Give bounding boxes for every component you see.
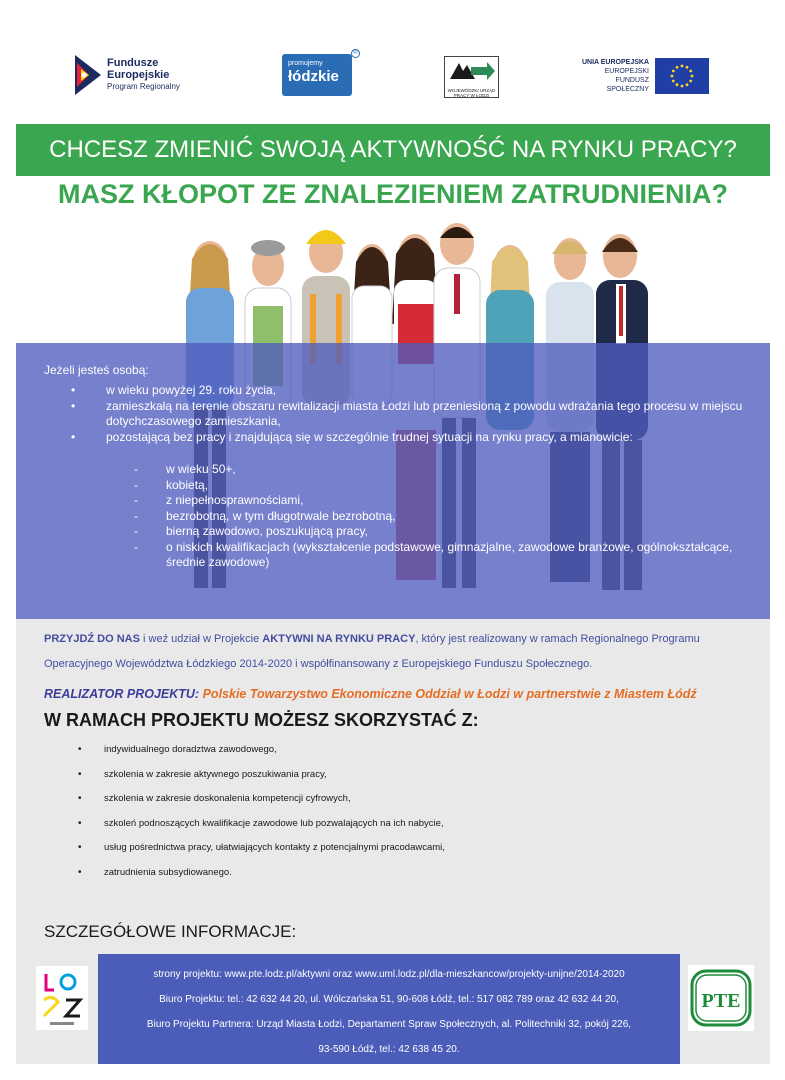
eu-line2: EUROPEJSKI — [604, 68, 649, 75]
realizator-value: Polskie Towarzystwo Ekonomiczne Oddział w Łodzi w partnerstwie z Miastem Łódź — [202, 687, 697, 701]
details-heading: SZCZEGÓŁOWE INFORMACJE: — [44, 922, 297, 941]
eligibility-subitem: - o niskich kwalifikacjach (wykształcenie podstawowe, gimnazjalne, zawodowe branżowe, ogólnokształcące, średnie zawodowe) — [134, 540, 734, 571]
project-name: AKTYWNI NA RYNKU PRACY — [262, 633, 416, 645]
eligibility-subitem: - kobietą, — [134, 478, 734, 494]
eligibility-list — [71, 383, 751, 445]
headline-line2: MASZ KŁOPOT ZE ZNALEZIENIEM ZATRUDNIENIA? — [58, 179, 728, 209]
eligibility-box — [16, 343, 770, 619]
eligibility-item: • pozostającą bez pracy i znajdującą się w szczególnie trudnej sytuacji na rynku pracy, a mianowicie: — [71, 430, 751, 446]
offer-heading: W RAMACH PROJEKTU MOŻESZ SKORZYSTAĆ Z: — [44, 710, 479, 730]
eligibility-item: • w wieku powyżej 29. roku życia, — [71, 383, 751, 399]
realizator-line — [44, 687, 764, 701]
fundusze-line3: Program Regionalny — [107, 82, 180, 91]
fundusze-line1: Fundusze — [107, 57, 159, 69]
fundusze-europejskie-logo — [75, 50, 200, 100]
project-text-2: , który jest realizowany w ramach Regionalnego Programu Operacyjnego Województwa Łódzkiego 2014-2020 i współfinansowany z Europejskiego Funduszu Społecznego. — [44, 633, 700, 670]
project-text-1: i weź udział w Projekcie — [139, 633, 263, 645]
eligibility-subitem: - bierną zawodowo, poszukującą pracy, — [134, 524, 734, 540]
fundusze-line2: Europejskie — [107, 69, 170, 81]
realizator-label: REALIZATOR PROJEKTU: — [44, 687, 200, 701]
pte-logo — [688, 965, 754, 1031]
eu-line1: UNIA EUROPEJSKA — [581, 59, 649, 66]
wup-lodz-logo — [444, 56, 499, 98]
wup-text: WOJEWÓDZKI URZĄD PRACY W ŁODZI — [447, 88, 496, 98]
contact-line: strony projektu: www.pte.lodz.pl/aktywni oraz www.uml.lodz.pl/dla-mieszkancow/projekty-unijne/2014-2020 — [153, 969, 625, 980]
eu-line3: FUNDUSZ SPOŁECZNY — [606, 77, 649, 93]
headline-line1: CHCESZ ZMIENIĆ SWOJĄ AKTYWNOŚĆ NA RYNKU PRACY? — [49, 136, 737, 163]
eligibility-item: • zamieszkałą na terenie obszaru rewitalizacji miasta Łodzi lub przeniesioną z powodu wdrażania tego procesu w miejscu dotychczasowego zamieszkania, — [71, 399, 751, 430]
registered-icon: ® — [351, 49, 360, 58]
eligibility-subitem: - w wieku 50+, — [134, 462, 734, 478]
project-description — [44, 627, 764, 677]
eligibility-subitem: - z niepełnosprawnościami, — [134, 493, 734, 509]
lodz-city-logo — [36, 966, 88, 1030]
offer-item: • szkolenia w zakresie aktywnego poszukiwania pracy, — [78, 765, 678, 790]
offer-item: • zatrudnienia subsydiowanego. — [78, 863, 678, 888]
offer-item: • usług pośrednictwa pracy, ułatwiających kontakty z potencjalnymi pracodawcami, — [78, 838, 678, 863]
contact-info-box — [98, 954, 680, 1064]
offer-list — [78, 740, 678, 887]
lodzkie-big-text: łódzkie — [288, 68, 339, 85]
svg-text:PTE: PTE — [701, 990, 741, 1012]
offer-item: • indywidualnego doradztwa zawodowego, — [78, 740, 678, 765]
project-cta: PRZYJDŹ DO NAS — [44, 633, 140, 645]
contact-line: 93-590 Łódź, tel.: 42 638 45 20. — [318, 1044, 460, 1055]
lodzkie-small-text: promujemy — [288, 60, 323, 67]
fundusze-emblem-icon — [75, 55, 101, 95]
contact-line: Biuro Projektu Partnera: Urząd Miasta Łodzi, Departament Spraw Społecznych, al. Politechniki 32, pokój 226, — [146, 1019, 632, 1030]
promujemy-lodzkie-logo — [282, 50, 358, 96]
eu-flag-icon — [655, 58, 709, 94]
wup-emblem-icon — [447, 59, 496, 83]
eligibility-subitem: - bezrobotną, w tym długotrwale bezrobotną, — [134, 509, 734, 525]
offer-item: • szkoleń podnoszących kwalifikacje zawodowe lub pozwalających na ich nabycie, — [78, 814, 678, 839]
eu-efs-logo — [575, 57, 710, 95]
contact-line: Biuro Projektu: tel.: 42 632 44 20, ul. Wólczańska 51, 90-608 Łódź, tel.: 517 082 789 oraz 42 632 44 20, — [159, 994, 619, 1005]
offer-item: • szkolenia w zakresie doskonalenia kompetencji cyfrowych, — [78, 789, 678, 814]
eligibility-intro: Jeżeli jesteś osobą: — [44, 363, 149, 377]
eligibility-sublist — [134, 462, 734, 571]
